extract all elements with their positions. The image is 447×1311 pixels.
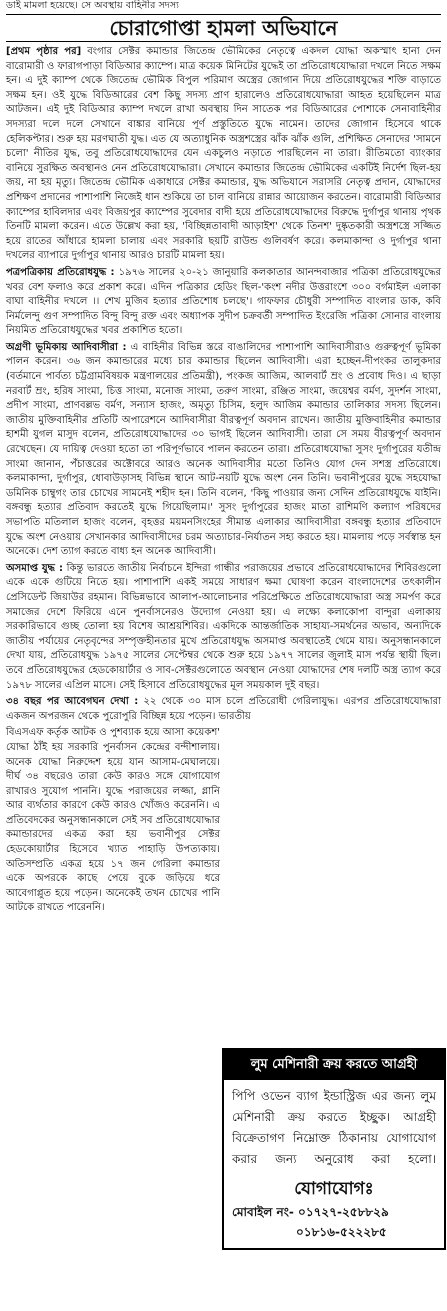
paragraph-text: এ বাহিনীর বিভিন্ন স্তরে বাঙালিদের পাশাপাশি আদিবাসীরাও গুরুত্বপূর্ণ ভূমিকা পালন করেন। ৩৬ জন কমান্ডারের মধ্যে চার কমান্ডার ছিলেন আদিবাসী। এরা হচ্ছেন-দীপংকর তালুকদার (বর্তমানে পার্বত্য চট্টগ্রামবিষয়ক মন্ত্রণালয়ের প্রতিমন্ত্রী), পংকজ আজিম, আলবার্ট ম্রং ও প্রবোধ দিও। এ ছাড়া নরবার্ট ম্রং, হরিষ সাংমা, চিত্ত সাংমা, মনোজ সাংমা, তরুণ সাংমা, রঞ্জিত সাংমা, জয়েশ্বর বর্মণ, সুদর্শন সাংমা, প্রদীপ সাংমা, প্রাণবল্লভ বর্মণ, সন্যাস হাজং, অমৃত্যু চিসিম, হলুদ আজিম কমান্ডার তালিকার সদস্য ছিলেন। জাতীয় মুক্তিবাহিনীর প্রতিটি অপারেশনে আদিবাসীরা বীরত্বপূর্ণ অবদান রাখেন। জাতীয় মুক্তিবাহিনীর কমান্ডার হাশমী যুগল মাসুদ বলেন, প্রতিরোধযোদ্ধাদের ৩০ ভাগই ছিলেন আদিবাসী। তারা সে সময় বীরত্বপূর্ণ অবদান রেখেছেন। যে দায়িত্ব দেওয়া হতো তা পরিপূর্ণভাবে পালন করতেন তারা। প্রতিরোধযোদ্ধা সুসং দুর্গাপুরের যতীন্দ্র সাংমা জানান, পঁচাত্তরের অক্টোবরে আরও অনেক আদিবাসীর মতো তিনিও যোগ দেন সশস্ত্র প্রতিরোধে। কলমাকান্দা, দুর্গাপুর, ধোবাউড়াসহ বিভিন্ন স্থানে আট-নয়টি যুদ্ধে অংশ নেন তিনি। ভবানীপুরের যুদ্ধে সহযোদ্ধা ডমিনিক চাম্বুগং তার চোখের সামনেই শহীদ হন। তিনি বলেন, 'কিছু পাওয়ার জন্য সেদিন প্রতিরোধযুদ্ধে যাইনি। বঙ্গবন্ধু হত্যার প্রতিবাদ করতেই যুদ্ধে গিয়েছিলাম।' সুসং দুর্গাপুরের হাজং মাতা রাশিমণি কল্যাণ পরিষদের সভাপতি মতিলাল হাজং বলেন, বৃহত্তর ময়মনসিংহের সীমান্ত এলাকার আদিবাসীরা বঙ্গবন্ধু হত্যার প্রতিবাদে যুদ্ধে অংশ নেওয়ায় সেখানকার আদিবাসীদের চরম অত্যাচার-নির্যাতন সহ্য করতে হয়। মামলায় পড়ে সর্বস্বান্ত হন অনেকে। দেশ ত্যাগ করতে বাধ্য হন অনেক আদিবাসী। (6, 341, 441, 558)
article-body (6, 45, 441, 724)
paragraph-text: ১৯৭৬ সালের ২০-২১ জানুয়ারি কলকাতার আনন্দবাজার পত্রিকা প্রতিরোধযুদ্ধের খবর বেশ ফলাও করে প্রকাশ করে। এদিন পত্রিকার হেডিং ছিল-'কংশ নদীর উত্তরাংশে ৩০০ বর্গমাইল এলাকা বাঘা বাহিনীর দখলে ।। শেখ মুজিব হত্যার প্রতিশোধ চলছে'। গাফফার চৌধুরী সম্পাদিত বাংলার ডাক, কবি নির্মলেন্দু গুণ সম্পাদিত বিন্দু বিন্দু রক্ত এবং অধ্যাপক সুদীপ চক্রবর্তী সম্পাদিত ইংরেজি পত্রিকা সোনার বাংলায় নিয়মিত প্রতিরোধযুদ্ধের খবর প্রকাশিত হতো। (6, 266, 442, 337)
ad-phone-secondary: ০১৮১৬-৫২২২৮৫ (296, 1225, 387, 1239)
subheading-press: পত্রপত্রিকায় প্রতিরোধযুদ্ধ : (6, 266, 115, 278)
paragraph-press (6, 266, 441, 339)
subheading-indigenous: অগ্রণী ভূমিকায় আদিবাসীরা : (6, 341, 127, 353)
paragraph-indigenous (6, 341, 441, 560)
paragraph-reunion (6, 695, 441, 724)
continued-from-front-label: [প্রথম পৃষ্ঠার পর] (6, 46, 82, 57)
ad-title: লুম মেশিনারী ক্রয় করতে আগ্রহী (224, 1050, 444, 1080)
paragraph-unfinished-war (6, 562, 441, 693)
cut-off-top-line: ডাই মামলা হয়েছে। সে অবস্থায় বাহিনীর সদস্য (6, 0, 179, 11)
paragraph-text: বংগার সেক্টর কমান্ডার জিতেন্দ্র ভৌমিকের নেতৃত্বে একদল যোদ্ধা অকস্মাৎ হানা দেন বারোমারী ও ফারাগপাড়া বিডিআর ক্যাম্পে। মাত্র কয়েক মিনিটের যুদ্ধেই তা প্রতিরোধযোদ্ধারা দখলে নিতে সক্ষম হন। এ দুই ক্যাম্প থেকে জিতেন্দ্র ভৌমিক বিপুল পরিমাণ অস্ত্রের জোগান দিয়ে প্রতিরোধযুদ্ধের শক্তি বাড়াতে সক্ষম হন। ওই যুদ্ধে বিডিআরের বেশ কিছু সদস্য প্রাণ হারালেও প্রতিরোধযোদ্ধারা আহত হয়েছিলেন মাত্র আটজন। এই দুই বিডিআর ক্যাম্প দখলে রাখা অবস্থায় দিন সাতেক পর বিডিআরের পোশাকে সেনাবাহিনীর সদস্যরা দলে দলে সেখানে বাঙ্কার বানিয়ে পূর্ণ প্রস্তুতিতে যুদ্ধে নামেন। তাদের জোগান হিসেবে থাকে হেলিকপ্টার। শুরু হয় মরণঘাতী যুদ্ধ। এত যে অত্যাধুনিক অস্ত্রশস্ত্রের ঝাঁক ঝাঁক গুলি, প্রশিক্ষিত সেনাদের 'সামনে চলো' নীতির যুদ্ধ, তবু প্রতিরোধযোদ্ধাদের যেন একচুলও নড়াতে পারছিলেন না তারা। রীতিমতো ব্যাংকার বানিয়ে সুরক্ষিত অবস্থানও নেন প্রতিরোধযোদ্ধারা। সেখানে কমান্ডার জিতেন্দ্র ভৌমিকের একটিই নির্দেশ ছিল-হয় জয়, না হয় মৃত্যু। জিতেন্দ্র ভৌমিক একাধারে সেক্টর কমান্ডার, যুদ্ধ অভিযানে সরাসরি নেতৃত্ব প্রদান, যোদ্ধাদের প্রশিক্ষণ প্রদানের পাশাপাশি নিজেই ধান শুকিয়ে তা চাল বানিয়ে রান্নার আয়োজন করতেন। বারোমারী বিডিআর ক্যাম্পের হাবিলদার এবং বিজয়পুর ক্যাম্পের সুবেদার বাদী হয়ে প্রতিরোধযোদ্ধাদের বিরুদ্ধে দুর্গাপুর থানায় পৃথক তিনটি মামলা করেন। এতে উল্লেখ করা হয়, 'বিচ্ছিন্নতাবাদী আড়াইশ' থেকে তিনশ' দুষ্কৃতকারী অস্ত্রশস্ত্রে সজ্জিত হয়ে রাতের আঁধারে হামলা চালায় এবং সরকারি ছয়টি রাউন্ড গুলিবর্ষণ করে। কলমাকান্দা ও দুর্গাপুর থানা দখলের ব্যাপারে দুর্গাপুর থানায় আরও চারটি মামলা হয়। (6, 46, 441, 262)
article-tail-column: বিএসএফ কর্তৃক আটক ও পুশব্যাক হয়ে আসা কয়েকশ' যোদ্ধা ঠাঁই হয় সরকারি পুনর্বাসন কেন্দ্রের বন্দীশালায়। অনেক যোদ্ধা নিরুদ্দেশ হয়ে যান আসাম-মেঘালয়ে। দীর্ঘ ৩৪ বছরেও তারা কেউ কারও সঙ্গে যোগাযোগ রাখারও সুযোগ পাননি। যুদ্ধে পরাজয়ের লজ্জা, গ্লানি আর ব্যর্থতার কারণে কেউ কারও খোঁজও করেননি। এ প্রতিবেদকের অনুসন্ধানকালে সেই সব প্রতিরোধযোদ্ধার কমান্ডারদের একত্র করা হয় ভবানীপুর সেক্টর হেডকোয়ার্টার হিসেবে খ্যাত পাহাড়ি উপত্যকায়। অতিসম্প্রতি একত্র হয়ে ১৭ জন গেরিলা কমান্ডার একে অপরকে কাছে পেয়ে বুকে জড়িয়ে ধরে আবেগাপ্লুত হয়ে পড়েন। অনেকেই তখন চোখের পানি আটকে রাখতে পারেননি। (6, 727, 220, 914)
ad-body-text: পিপি ওভেন ব্যাগ ইন্ডাস্ট্রিজ এর জন্য লুম মেশিনারী ক্রয় করতে ইচ্ছুক। আগ্রহী বিক্রেতাগণ নিম্নোক্ত ঠিকানায় যোগাযোগ করার জন্য অনুরোধ করা হলো। (232, 1089, 436, 1166)
paragraph-text: ২২ থেকে ৩০ মাস চলে প্রতিরোধী গেরিলাযুদ্ধ। এরপর প্রতিরোধযোদ্ধারা একজন অপরজন থেকে পুরোপুরি বিচ্ছিন্ন হয়ে পড়েন। ভারতীয় (6, 696, 441, 722)
article-headline: চোরাগোপ্তা হামলা অভিযানে (6, 14, 441, 42)
ad-phone-primary: মোবাইল নং- ০১৭২৭-২৫৮৮২৯ (232, 1205, 389, 1219)
ad-contact-label: যোগাযোগঃ (294, 1179, 374, 1199)
subheading-unfinished-war: অসমাপ্ত যুদ্ধ : (6, 562, 63, 574)
paragraph-text: কিন্তু ভারতে জাতীয় নির্বাচনে ইন্দিরা গান্ধীর পরাজয়ের প্রভাবে প্রতিরোধযোদ্ধাদের শিবিরগুলো একে একে গুটিয়ে নিতে হয়। পাশাপাশি একই সময়ে সাধারণ ক্ষমা ঘোষণা করেন বাংলাদেশের তৎকালীন প্রেসিডেন্ট জিয়াউর রহমান। বিভিন্নভাবে আলাপ-আলোচনার পরিপ্রেক্ষিতে প্রতিরোধযোদ্ধারা অস্ত্র সমর্পণ করে সমাজের দেশে ফিরিয়ে এনে পুনর্বাসনেরও উদ্যোগ নেওয়া হয়। এ লক্ষ্যে কলাকোপা বান্দুরা এলাকায় সরকারিভাবে গুচ্ছ তোলা হয় বিশেষ আশ্রয়শিবির। একদিকে আন্তর্জাতিক সাহায্য-সমর্থনের অভাব, অন্যদিকে জাতীয় পর্যায়ের নেতৃবৃন্দের সম্পৃক্তহীনতার মুখে প্রতিরোধযুদ্ধ অসমাপ্ত অবস্থাতেই থেমে যায়। অনুসন্ধানকালে দেখা যায়, প্রতিরোধযুদ্ধ ১৯৭৫ সালের সেপ্টেম্বর থেকে শুরু হয়ে ১৯৭৭ সালের জুলাই মাস পর্যন্ত স্থায়ী ছিল। তবে প্রতিরোধযুদ্ধের হেডকোয়ার্টার ও সাব-সেক্টরগুলোতে অবস্থান নেওয়া যোদ্ধাদের শেষ দলটি অস্ত্র ত্যাগ করে ১৯৭৮ সালের এপ্রিল মাসে। সেই হিসাবে প্রতিরোধযুদ্ধের মূল সময়কাল দুই বছর। (6, 562, 441, 691)
classified-ad-box (222, 1048, 446, 1250)
paragraph-continuation (6, 45, 441, 264)
subheading-reunion: ৩৪ বছর পর আবেগঘন দেখা : (6, 696, 139, 708)
